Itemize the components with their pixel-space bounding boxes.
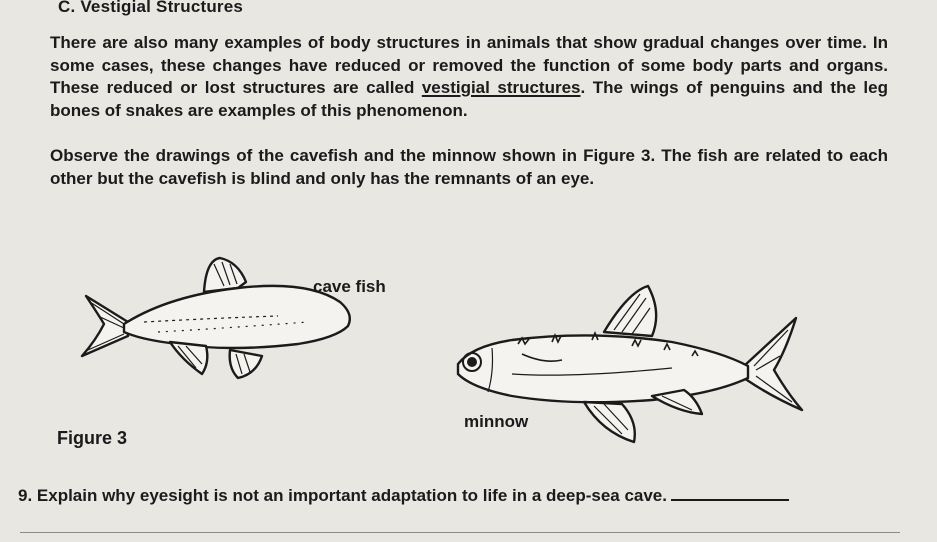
paragraph-text-before: There are also many examples of body structures in animals that show gradual changes over time. In some cases, these changes have reduced or removed the function of some body parts and organs. These reduced or lost structures are called <box>50 33 888 97</box>
minnow-tail-fin <box>744 318 802 410</box>
question-text: 9. Explain why eyesight is not an important adaptation to life in a deep-sea cave. <box>18 486 667 505</box>
paragraph-text-after: . The wings of penguins and the leg bones of snakes are examples of this phenomenon. <box>50 78 888 120</box>
term-vestigial-structures: vestigial structures <box>421 78 581 97</box>
figure-caption: Figure 3 <box>57 428 128 448</box>
paragraph-vestigial-intro <box>50 32 888 122</box>
cavefish-anal-fin <box>170 342 207 374</box>
answer-line[interactable] <box>20 532 900 533</box>
minnow-label: minnow <box>464 412 529 431</box>
cavefish-pelvic-fin <box>230 350 262 378</box>
cavefish-tail-fin <box>82 296 128 356</box>
answer-blank[interactable] <box>671 485 789 501</box>
paragraph-observe-figure: Observe the drawings of the cavefish and the minnow shown in Figure 3. The fish are related to each other but the cavefish is blind and only has the remnants of an eye. <box>50 146 888 188</box>
minnow-eye <box>467 357 477 367</box>
cavefish-label: cave fish <box>313 277 386 296</box>
section-heading: C. Vestigial Structures <box>58 0 244 16</box>
question-9 <box>18 485 789 506</box>
cavefish-drawing <box>78 252 368 387</box>
minnow-body <box>458 335 748 402</box>
